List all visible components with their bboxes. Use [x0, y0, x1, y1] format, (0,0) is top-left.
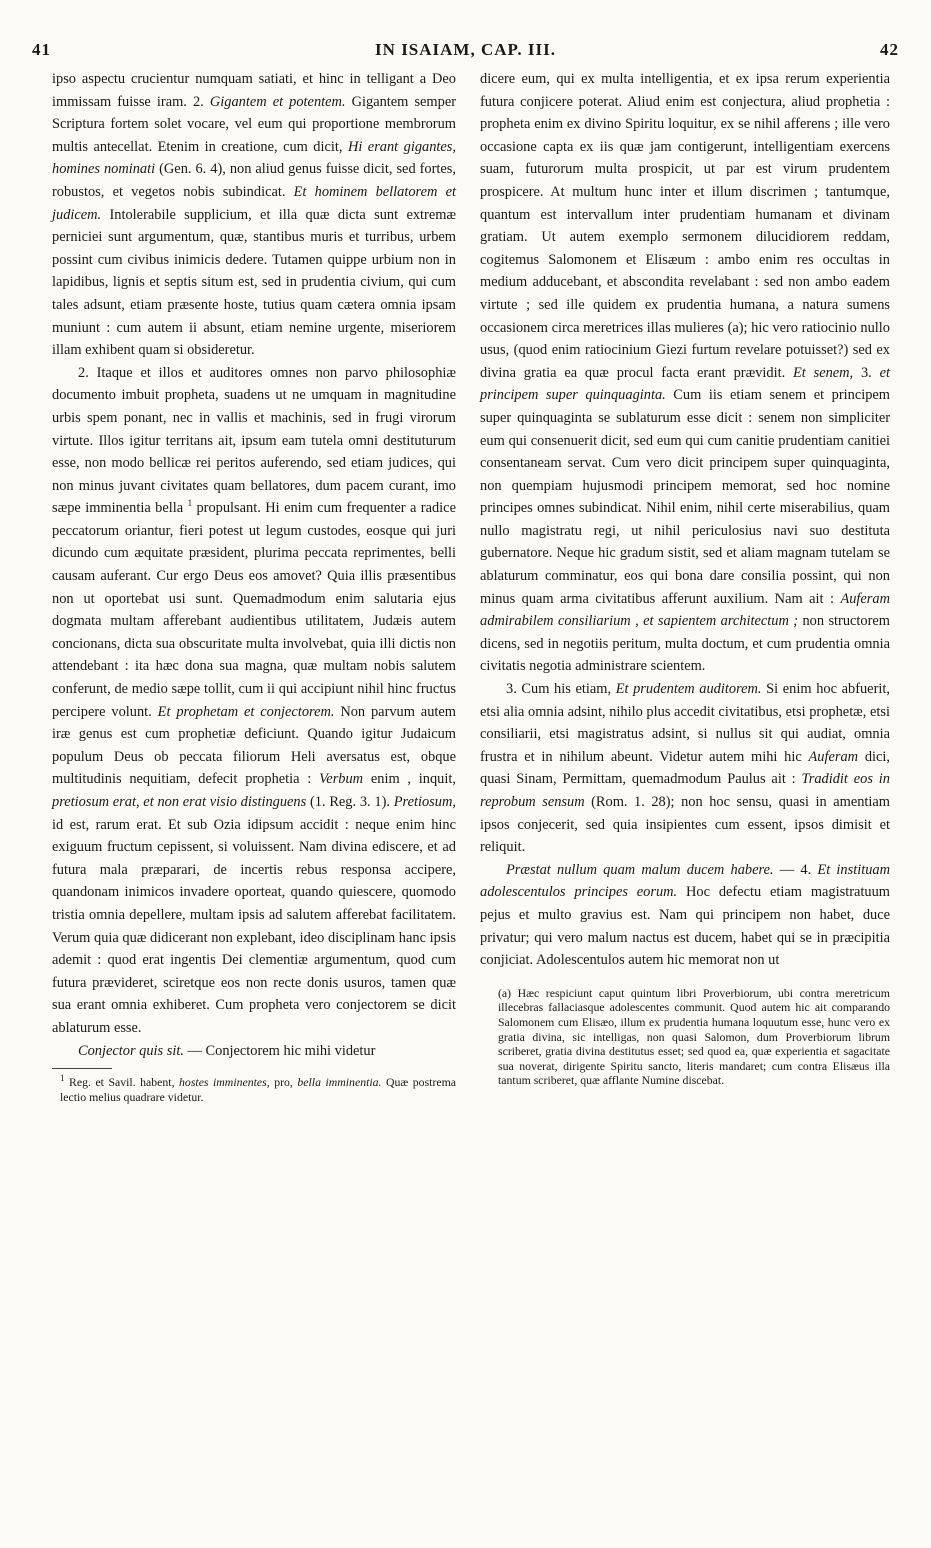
- paragraph: ipso aspectu crucientur numquam satiati, et hinc in telligant a Deo immissam fuisse iram. 2. Gigantem et potentem. Gigantem semper Scriptura fortem solet vocare, vel eum qui proportione membrorum multis antecellat. Etenim in creatione, cum dicit, Hi erant gigantes, homines nominati (Gen. 6. 4), non aliud genus fuisse dicit, sed fortes, robustos, et vegetos nobis subindicat. Et hominem bellatorem et judicem. Intolerabile supplicium, et illa quæ dicta sunt extremæ perniciei sunt argumentum, quæ, stantibus muris et turribus, urbem possint cum civibus inimicis dedere. Tutamen quippe urbium non in lapidibus, lignis et septis situm est, sed in prudentia civium, qui cum tales adsunt, etiam præsente hoste, tutius quam cætera omnia ipsam muniunt : cum autem ii absunt, etiam nemine urgente, miseriorem illam exhibent quam si obsideretur.: [52, 71, 456, 359]
- paragraph: 2. Itaque et illos et auditores omnes non parvo philosophiæ documento imbuit propheta, suadens ut ne umquam in magnitudine urbis spem ponant, nec in vallis et machinis, sed in frugi virorum virtute. Illos igitur territans ait, ipsum eam tutela omni destituturum esse, non modo bellicæ rei peritos auferendo, sed etiam judices, qui non minus juvant civitates quam bellatores, dum pacem curant, imo sæpe imminentia bella $^1$ propulsant. Hi enim cum frequenter a radice peccatorum oriantur, fieri potest ut legum custodes, eosque qui juri dicundo cum æquitate præsident, plurima peccata reprimentes, belli causam auferant. Cur ergo Deus eos amovet? Quia illis præsentibus non ut oportebat usi sunt. Quemadmodum enim salutaria ejus dogmata multam afferebant audientibus utilitatem, Judæis autem concionans, dicta sua obscuritate multa involvebat, quia illi dictis non attendebant : ita hæc dona sua magna, quæ multam nobis salutem conferunt, de medio sæpe tollit, cum ii qui accipiunt nihil hinc fructus percipere volunt. Et prophetam et conjectorem. Non parvum autem iræ genus est cum prophetiæ deficiunt. Quando igitur Judaicum populum Deus ob peccata filiorum Heli aversatus est, obque multitudinis nequitiam, defecit prophetia : Verbum enim , inquit, pretiosum erat, et non erat visio distinguens (1. Reg. 3. 1). Pretiosum, id est, rarum erat. Et sub Ozia idipsum accidit : neque enim hinc exiguum fructum cepissent, si voluissent. Nam divina ediscere, et ad futura mala præparari, de incertis rebus responsa accipere, quandonam inimicos invadere oporteat, quando quiescere, quomodo tristia omnia depellere, multam ipsis ad salutem afferebat facilitatem. Verum quia quæ didicerant non explebant, ideo disciplinam hanc ipsis ademit : quod erat ingentis Dei clementiæ argumentum, quod cum futura prævideret, sciretque eos non recte donis usuros, tamen quæ sua erant omnia exhiberet. Cum propheta vero conjectorem se dicit ablaturum esse.: [52, 364, 456, 1036]
- paragraph: 3. Cum his etiam, Et prudentem auditorem. Si enim hoc abfuerit, etsi alia omnia adsint, nihilo plus accedit civitatibus, etsi prophetæ, etsi consiliarii, etsi magistratus adsint, si nullus sit qui audiat, omnia frustra et in nihilum abeunt. Videtur autem mihi hic Auferam dici, quasi Sinam, Permittam, quemadmodum Paulus ait : Tradidit eos in reprobum sensum (Rom. 1. 28); non hoc sensu, quasi in amentiam ipsos conjecerit, sed quia insipientes cum essent, ipsos dimisit et reliquit.: [480, 681, 890, 856]
- running-header: [32, 40, 899, 66]
- paragraph: Conjector quis sit. — Conjectorem hic mihi videtur: [78, 1042, 376, 1059]
- left-column: [52, 68, 456, 1104]
- running-title: IN ISAIAM, CAP. III.: [375, 40, 556, 59]
- footnote-marker: 1: [187, 498, 193, 509]
- page-number-right: 42: [880, 40, 899, 59]
- footnote-divider: [52, 1068, 112, 1069]
- page-number-left: 41: [32, 40, 51, 59]
- paragraph: dicere eum, qui ex multa intelligentia, et ex ipsa rerum experientia futura conjicere poterat. Aliud enim est conjectura, aliud prophetia : propheta enim ex divino Spiritu loquitur, ex se nihil afferens ; ille vero occasione capta ex iis quæ jam contigerunt, intelligentiam exercens suam, futurorum multa prospicit, ut par est virum prudentem prospicere. At multum hunc inter et illum discrimen ; tantumque, quantum est intervallum inter prudentiam humanam et divinam gratiam. Ut autem exemplo sermonem dilucidiorem reddam, cogitemus Salomonem et Elisæum : ambo enim res occultas in medium adducebant, et abscondita revelabant : sed non ambo eadem virtute ; sed ille quidem ex prudentia humana, a natura sumens occasionem circa meretrices illas mulieres (a); hic vero ratiocinio nullo usus, (quod enim ratiocinium Giezi furtum revelare potuisset?) sed ex divina gratia ea quæ procul facta erant prævidit. Et senem, 3. et principem super quinquaginta. Cum iis etiam senem et principem super quinquaginta se sublaturum esse dicit : senem non simpliciter eum qui consenuerit dicit, sed eum qui cum canitie prudentiam canitiei consentaneam servat. Cum vero dicit principem super quinquaginta, non quempiam hujusmodi principem memorat, sed hoc nomine principes omnes subindicat. Nihil enim, nihil certe miserabilius, quam nullo magistratu regi, ut nihil periculosius navi suo destituta gubernatore. Neque hic gradum sistit, sed et aliam magnam tutelam se ablaturum comminatur, eos qui bona dare consilia possint, qui non minus quam arma civitatibus afferunt auxilium. Nam ait : Auferam admirabilem consiliarium , et sapientem architectum ; non structorem dicens, sed in negotiis peritum, multa doctum, et cum prudentia omnia civitatis negotia administrare scientem.: [480, 71, 891, 675]
- footnote: (a) Hæc respiciunt caput quintum libri Proverbiorum, ubi contra meretricum illecebras fallaciasque adolescentes communit. Quod autem hic ait comparando Salomonem cum Elisæo, illum ex prudentia humana loquutum esse, hunc vero ex gratia divina, sic intelligas, non quasi Salomon, dum Proverbiorum librum scriberet, gratia divina destitutus esset; sed quod ea, quæ experientia et sagacitate sua noverat, dirigente Spiritu sancto, literis mandaret; cum contra Elisæus illa tantum scriberet, quæ afflante Numine discebat.: [498, 985, 890, 1088]
- paragraph: Præstat nullum quam malum ducem habere. — 4. Et instituam adolescentulos principes eorum. Hoc defectu etiam magistratuum pejus et multo gravius est. Nam qui principem non habet, duce privatur; qui vero malum nactus est ducem, habet qui se in præcipitia conjiciat. Adolescentulos autem hic memorat non ut: [480, 861, 890, 969]
- footnote: $^1$ Reg. et Savil. habent, hostes imminentes, pro, bella imminentia. Quæ postrema lectio melius quadrare videtur.: [60, 1073, 457, 1104]
- right-column: [480, 68, 890, 1088]
